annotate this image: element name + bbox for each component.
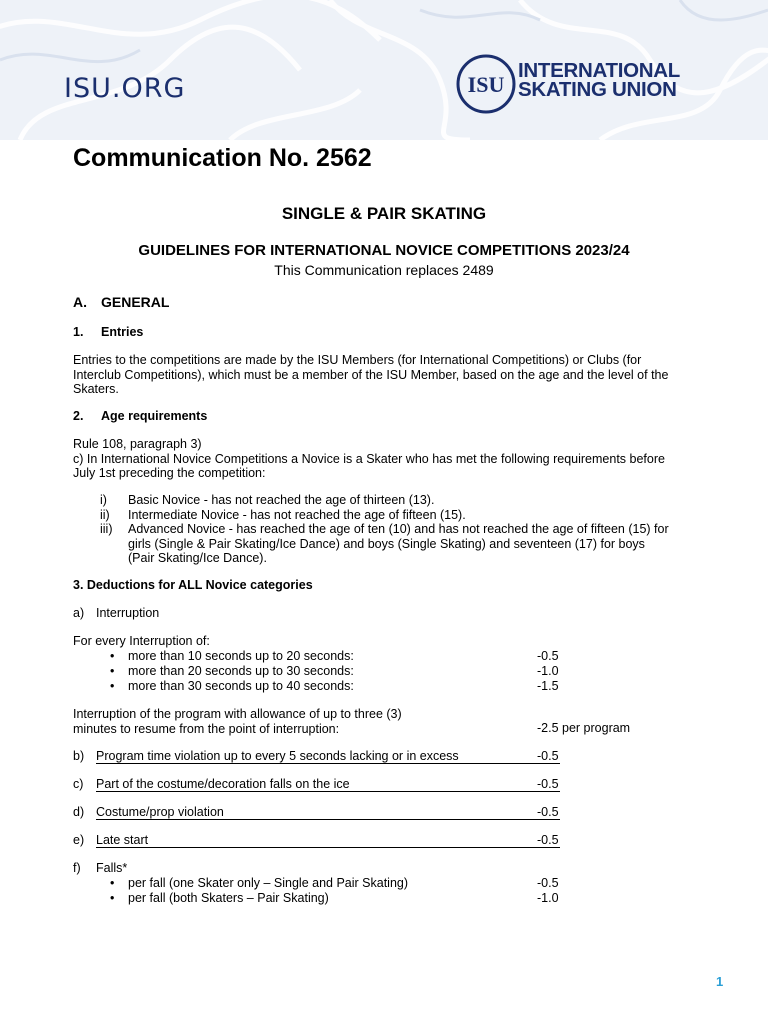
deduction-text: Program time violation up to every 5 seconds lacking or in excess	[96, 749, 560, 764]
age-item-number: ii)	[100, 508, 110, 522]
age-item-text: (Pair Skating/Ice Dance).	[128, 551, 267, 565]
age-item-advanced	[73, 522, 688, 566]
entries-line: Interclub Competitions), which must be a member of the ISU Member, based on the age and the level of the	[73, 367, 669, 382]
fall-value: -0.5	[537, 876, 559, 890]
deduction-label: c)	[73, 777, 84, 791]
fall-item: • per fall (one Skater only – Single and Pair Skating) -0.5	[110, 876, 559, 890]
deduction-interruption	[73, 606, 633, 621]
deduction-value: -0.5	[537, 749, 559, 763]
allowance-line: Interruption of the program with allowance of up to three (3)	[73, 707, 402, 721]
age-item-text: Basic Novice - has not reached the age of thirteen (13).	[128, 493, 435, 507]
age-item-text: Intermediate Novice - has not reached the age of fifteen (15).	[128, 508, 466, 522]
age-item-intermediate	[73, 508, 688, 523]
communication-title: Communication No. 2562	[73, 144, 372, 172]
deduction-text: Falls*	[96, 861, 128, 875]
fall-text: per fall (both Skaters – Pair Skating)	[128, 891, 329, 905]
replaces-note: This Communication replaces 2489	[274, 262, 494, 278]
allowance-value: -2.5 per program	[537, 721, 631, 735]
deduction-falls	[73, 861, 633, 876]
logo-wordmark	[518, 61, 680, 99]
interruption-value: -0.5	[537, 649, 559, 663]
section-a-title: GENERAL	[101, 294, 170, 310]
deduction-costume-violation	[73, 805, 633, 820]
deduction-text: Interruption	[96, 606, 160, 620]
allowance-text	[73, 707, 402, 736]
interruption-text: more than 30 seconds up to 40 seconds:	[128, 679, 354, 693]
deduction-value: -0.5	[537, 777, 559, 791]
deduction-label: b)	[73, 749, 85, 763]
entries-heading	[73, 325, 143, 340]
interruption-value: -1.0	[537, 664, 559, 678]
logo-line-1: INTERNATIONAL	[518, 59, 680, 82]
entries-title: Entries	[101, 325, 144, 339]
age-item-text: Advanced Novice - has reached the age of ten (10) and has not reached the age of fifteen (15) for	[128, 522, 669, 536]
deduction-value: -0.5	[537, 805, 559, 819]
deduction-program-time	[73, 749, 633, 764]
deduction-label: e)	[73, 833, 85, 847]
deduction-text: Costume/prop violation	[96, 805, 560, 820]
age-paragraph	[73, 437, 688, 481]
rule-reference: Rule 108, paragraph 3)	[73, 437, 202, 451]
page-header	[0, 0, 768, 140]
deduction-label: d)	[73, 805, 85, 819]
interruption-item: • more than 20 seconds up to 30 seconds: -1.0	[110, 664, 559, 678]
isu-logo-icon	[455, 53, 517, 115]
fall-value: -1.0	[537, 891, 559, 905]
interruption-item: • more than 30 seconds up to 40 seconds: -1.5	[110, 679, 559, 693]
entries-line: Skaters.	[73, 382, 119, 396]
age-item-number: i)	[100, 493, 107, 507]
age-item-text: girls (Single & Pair Skating/Ice Dance) and boys (Single Skating) and seventeen (17) for boys	[128, 536, 645, 551]
deduction-costume-falls	[73, 777, 633, 792]
age-item-number: iii)	[100, 522, 113, 536]
age-intro-line: July 1st preceding the competition:	[73, 466, 266, 480]
entries-paragraph	[73, 353, 688, 397]
deduction-label: a)	[73, 606, 85, 620]
page-number: 1	[716, 974, 724, 989]
interruption-intro: For every Interruption of:	[73, 634, 210, 648]
deduction-late-start	[73, 833, 633, 848]
deduction-value: -0.5	[537, 833, 559, 847]
section-a-heading	[73, 294, 169, 311]
discipline-title: SINGLE & PAIR SKATING	[281, 204, 487, 223]
guidelines-title: GUIDELINES FOR INTERNATIONAL NOVICE COMPETITIONS 2023/24	[138, 242, 630, 259]
age-number: 2.	[73, 409, 84, 423]
deduction-text: Late start	[96, 833, 560, 848]
entries-line: Entries to the competitions are made by the ISU Members (for International Competitions) or Clubs (for	[73, 353, 642, 367]
section-a-number: A.	[73, 294, 87, 310]
interruption-text: more than 10 seconds up to 20 seconds:	[128, 649, 354, 663]
deductions-heading: 3. Deductions for ALL Novice categories	[73, 578, 313, 592]
interruption-value: -1.5	[537, 679, 559, 693]
entries-number: 1.	[73, 325, 84, 339]
deduction-label: f)	[73, 861, 81, 875]
interruption-text: more than 20 seconds up to 30 seconds:	[128, 664, 354, 678]
allowance-line: minutes to resume from the point of interruption:	[73, 721, 340, 736]
age-heading	[73, 409, 207, 424]
age-item-basic	[73, 493, 688, 508]
deduction-text: Part of the costume/decoration falls on the ice	[96, 777, 560, 792]
fall-text: per fall (one Skater only – Single and Pair Skating)	[128, 876, 409, 890]
age-title: Age requirements	[101, 409, 208, 423]
logo-monogram: ISU	[467, 72, 505, 97]
age-intro-line: c) In International Novice Competitions a Novice is a Skater who has met the following requirements before	[73, 451, 665, 466]
interruption-item: • more than 10 seconds up to 20 seconds: -0.5	[110, 649, 559, 663]
logo-line-2: SKATING UNION	[518, 78, 677, 101]
fall-item: • per fall (both Skaters – Pair Skating) -1.0	[110, 891, 559, 905]
site-url[interactable]: ISU.ORG	[64, 73, 186, 104]
